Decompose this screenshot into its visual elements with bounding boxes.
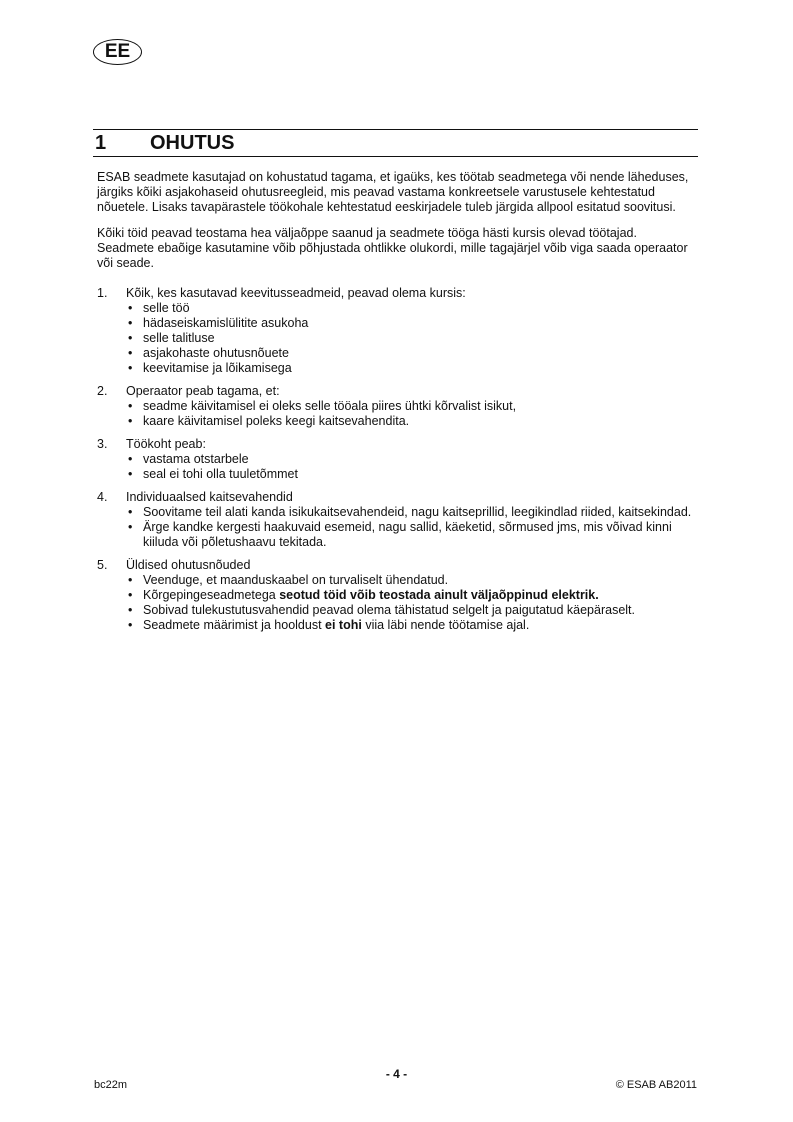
bullet-item: • Veenduge, et maanduskaabel on turvaliselt ühendatud. xyxy=(126,573,697,588)
bullet-item: • Soovitame teil alati kanda isikukaitsevahendeid, nagu kaitseprillid, leegikindlad riided, kaitsekindad. xyxy=(126,505,697,520)
section-rule-bottom xyxy=(93,156,698,157)
intro-paragraph: Kõiki töid peavad teostama hea väljaõppe saanud ja seadmete tööga hästi kursis olevad töötajad. Seadmete ebaõige kasutamine võib põhjustada ohtlikke olukordi, mille tagajärjel võib viga saada operaator või seade. xyxy=(97,226,688,270)
item-number: 1. xyxy=(97,286,108,300)
item-text: Töökoht peab: xyxy=(126,437,206,451)
language-badge: EE xyxy=(93,39,142,65)
bullet-list xyxy=(126,399,697,429)
section-title: OHUTUS xyxy=(150,132,235,154)
bullet-item xyxy=(126,588,697,603)
page-number: - 4 - xyxy=(385,1067,408,1081)
document-code: bc22m xyxy=(94,1079,128,1091)
bullet-bold-text: ei tohi xyxy=(325,618,362,632)
document-body xyxy=(97,170,697,641)
item-number: 2. xyxy=(97,384,108,398)
bullet-item: • vastama otstarbele xyxy=(126,452,697,467)
item-text: Üldised ohutusnõuded xyxy=(126,558,251,572)
item-text: Operaator peab tagama, et: xyxy=(126,384,280,398)
bullet-item: • asjakohaste ohutusnõuete xyxy=(126,346,697,361)
bullet-item: • selle talitluse xyxy=(126,331,697,346)
item-text: Kõik, kes kasutavad keevitusseadmeid, peavad olema kursis: xyxy=(126,286,466,300)
section-number: 1 xyxy=(95,132,107,154)
bullet-item: • seal ei tohi olla tuuletõmmet xyxy=(126,467,697,482)
bullet-item: • seadme käivitamisel ei oleks selle tööala piires ühtki kõrvalist isikut, xyxy=(126,399,697,414)
bullet-list xyxy=(126,452,697,482)
numbered-item xyxy=(97,384,697,429)
numbered-item xyxy=(97,437,697,482)
intro-paragraph: ESAB seadmete kasutajad on kohustatud tagama, et igaüks, kes töötab seadmetega või nende läheduses, järgiks kõiki asjakohaseid ohutusreegleid, mis peavad vastama konkreetsele varustusele kehtestatud nõuetele. Lisaks tavapärastele töökohale kehtestatud eeskirjadele tuleb järgida allpool esitatud soovitusi. xyxy=(97,170,689,214)
bullet-text: Kõrgepingeseadmetega xyxy=(143,588,280,602)
bullet-text: Seadmete määrimist ja hooldust xyxy=(143,618,326,632)
item-number: 5. xyxy=(97,558,108,572)
copyright: © ESAB AB2011 xyxy=(615,1079,697,1091)
item-number: 4. xyxy=(97,490,108,504)
bullet-text: viia läbi nende töötamise ajal. xyxy=(361,618,530,632)
bullet-list xyxy=(126,573,697,633)
bullet-item: • Sobivad tulekustutusvahendid peavad olema tähistatud selgelt ja paigutatud käepäraselt. xyxy=(126,603,697,618)
numbered-item xyxy=(97,490,697,550)
bullet-item: • hädaseiskamislülitite asukoha xyxy=(126,316,697,331)
bullet-item: • selle töö xyxy=(126,301,697,316)
numbered-item xyxy=(97,286,697,376)
bullet-item: • keevitamise ja lõikamisega xyxy=(126,361,697,376)
item-number: 3. xyxy=(97,437,108,451)
bullet-list xyxy=(126,301,697,376)
item-text: Individuaalsed kaitsevahendid xyxy=(126,490,293,504)
section-rule-top xyxy=(93,129,698,130)
bullet-list xyxy=(126,505,697,550)
bullet-bold-text: seotud töid võib teostada ainult väljaõppinud elektrik. xyxy=(279,588,599,602)
numbered-item xyxy=(97,558,697,633)
bullet-item xyxy=(126,618,697,633)
bullet-item: • kaare käivitamisel poleks keegi kaitsevahendita. xyxy=(126,414,697,429)
bullet-item: • Ärge kandke kergesti haakuvaid esemeid, nagu sallid, käeketid, sõrmused jms, mis võivad kinni kiiluda või põletushaavu tekitada. xyxy=(126,520,697,550)
